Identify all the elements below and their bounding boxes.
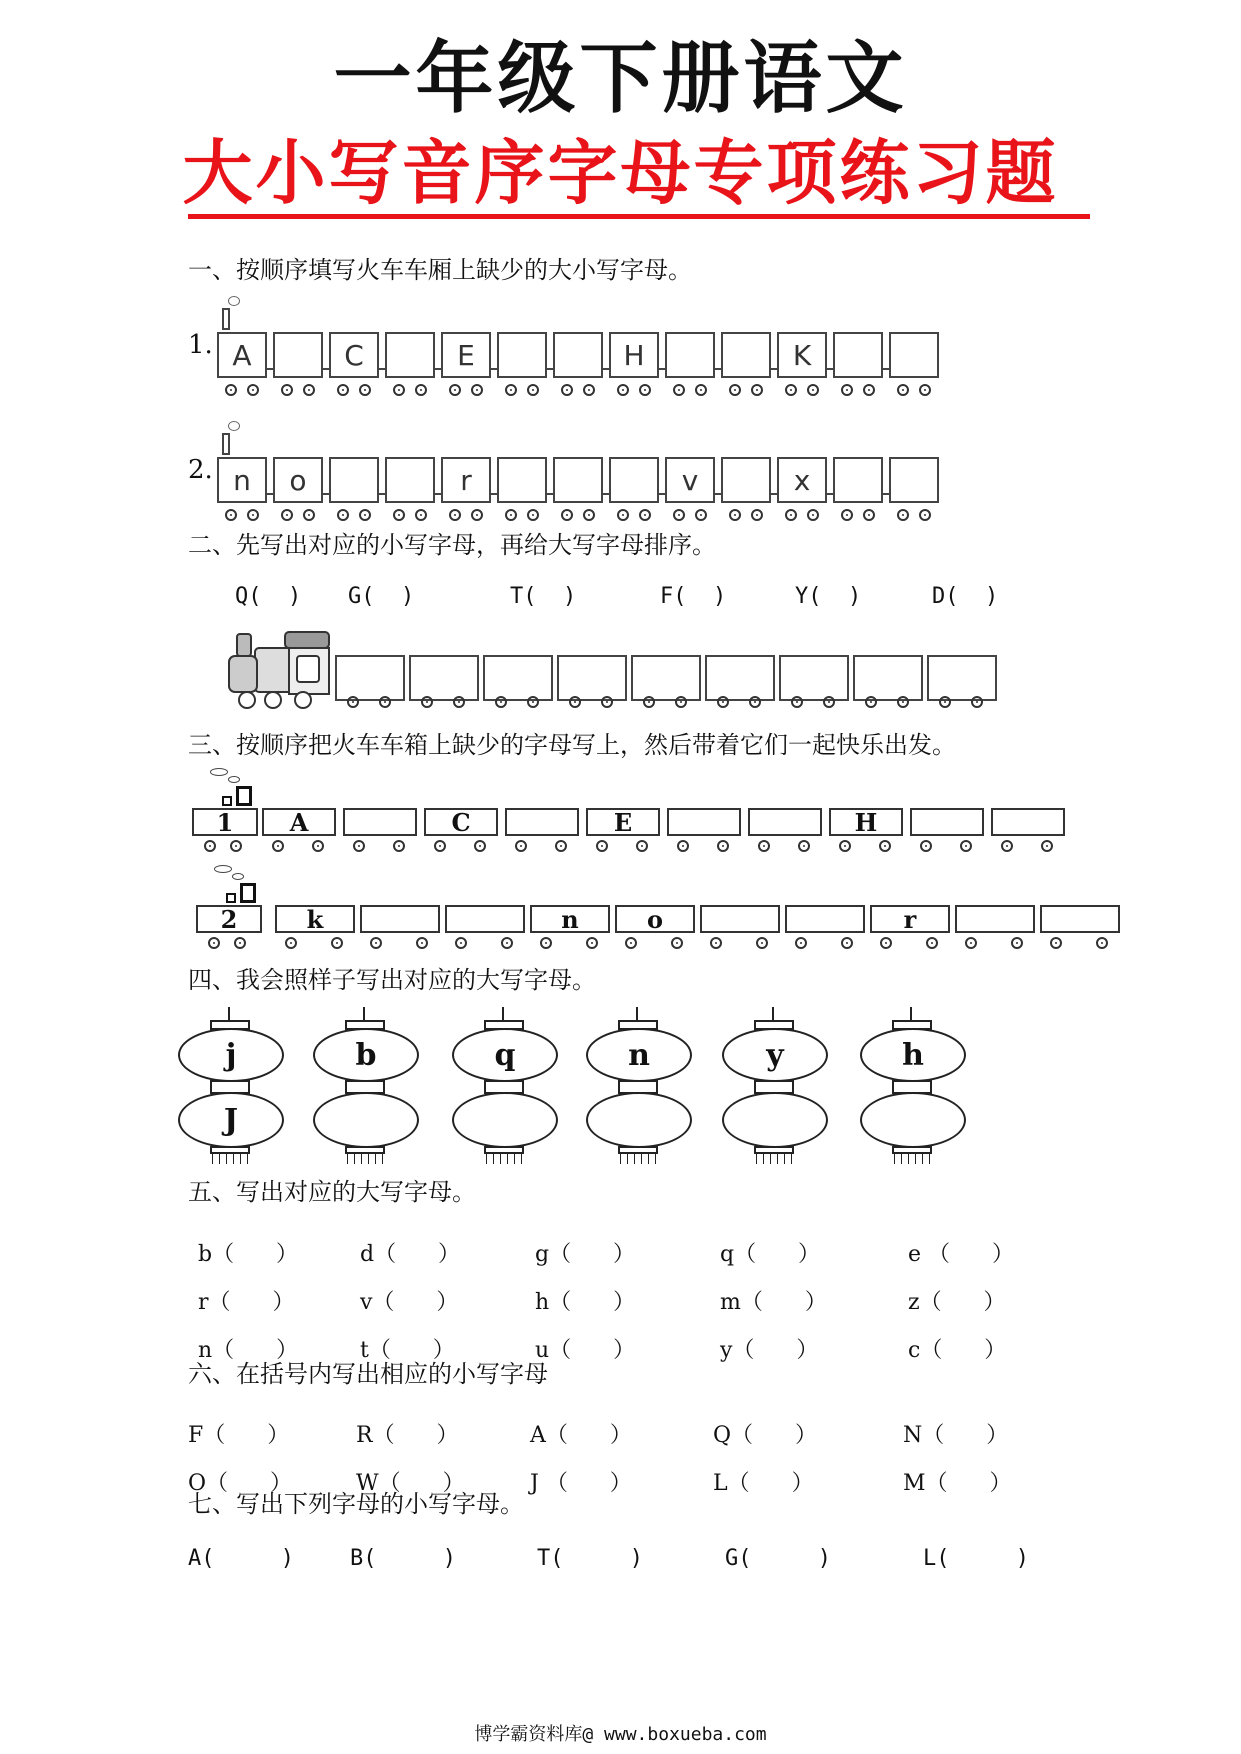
train-car [721,457,771,503]
lantern-tassel [212,1154,213,1164]
wheel-icon [677,840,689,852]
train-car: A [217,332,267,378]
wheel-icon [671,937,683,949]
lantern-tassel [627,1154,628,1164]
letter-item: J （ ） [530,1471,632,1496]
lantern-top: j [178,1028,284,1082]
wheel-icon [673,509,685,521]
smoke-icon [214,865,232,873]
wheel-icon [841,937,853,949]
section7-heading: 七、写出下列字母的小写字母。 [188,1490,524,1518]
chimney-icon [222,433,230,455]
letter-item: b（ ） [198,1242,299,1267]
train-car [497,457,547,503]
lantern-tassel [240,1154,241,1164]
train-car: n [217,457,267,503]
wheel-icon [960,840,972,852]
letter-item: T( ) [510,584,577,609]
wheel-icon [586,937,598,949]
lantern-tassel [219,1154,220,1164]
lantern-tassel [368,1154,369,1164]
train-car [329,457,379,503]
wheel-icon [471,384,483,396]
wheel-icon [865,696,877,708]
wheel-icon [471,509,483,521]
wheel-icon [393,509,405,521]
wheel-icon [415,509,427,521]
wheel-icon [807,509,819,521]
wheel-icon [449,509,461,521]
lantern-tassel [634,1154,635,1164]
wheel-icon [337,509,349,521]
letter-item: A( ) [188,1546,294,1571]
wheel-icon [505,509,517,521]
wheel-icon [717,840,729,852]
letter-item: v（ ） [360,1290,459,1315]
letter-item: F（ ） [188,1423,290,1448]
wheel-icon [751,509,763,521]
section6-heading: 六、在括号内写出相应的小写字母 [188,1360,548,1388]
wheel-icon [643,696,655,708]
letter-item: G( ) [348,584,415,609]
lantern-tassel [770,1154,771,1164]
wheel-icon [312,840,324,852]
wheel-icon [583,509,595,521]
train-car [955,905,1035,933]
wheel-icon [353,840,365,852]
wheel-icon [710,937,722,949]
train-car [927,655,997,701]
wheel-icon [841,384,853,396]
wheel-icon [863,509,875,521]
wheel-icon [379,696,391,708]
lantern-bottom [860,1092,966,1148]
lantern-tassel [493,1154,494,1164]
train-car: K [777,332,827,378]
chimney-icon [222,796,232,806]
locomotive-number: 1 [192,808,258,836]
wheel-icon [527,509,539,521]
chimney-icon [222,308,230,330]
lantern-base [892,1146,932,1154]
letter-item: g（ ） [535,1242,636,1267]
lantern-tassel [791,1154,792,1164]
wheel-icon [416,937,428,949]
wheel-icon [540,937,552,949]
wheel-icon [347,696,359,708]
train-car: E [441,332,491,378]
wheel-icon [1096,937,1108,949]
train-car [665,332,715,378]
train-car [889,332,939,378]
train-car [991,808,1065,836]
train-car [700,905,780,933]
lantern-bottom [722,1092,828,1148]
wheel-icon [675,696,687,708]
lantern-tassel [784,1154,785,1164]
wheel-icon [756,937,768,949]
train-car: v [665,457,715,503]
cab-icon [236,786,252,806]
wheel-icon [359,384,371,396]
train-car [667,808,741,836]
wheel-icon [281,509,293,521]
lantern-tassel [500,1154,501,1164]
smoke-icon [210,768,228,776]
lantern-tassel [620,1154,621,1164]
lantern-bottom: J [178,1092,284,1148]
lantern-hook [502,1007,504,1021]
lantern-tassel [908,1154,909,1164]
wheel-icon [863,384,875,396]
letter-item: q（ ） [720,1242,821,1267]
smoke-icon [228,296,240,306]
train-car [497,332,547,378]
lantern-tassel [648,1154,649,1164]
wheel-icon [421,696,433,708]
letter-item: Q( ) [235,584,302,609]
lantern-tassel [894,1154,895,1164]
lantern-base [754,1146,794,1154]
wheel-icon [879,840,891,852]
wheel-icon [791,696,803,708]
lantern-tassel [763,1154,764,1164]
smoke-icon [228,421,240,431]
lantern-tassel [915,1154,916,1164]
section3-heading: 三、按顺序把火车车箱上缺少的字母写上，然后带着它们一起快乐出发。 [188,731,956,759]
wheel-icon [555,840,567,852]
train-label: 1. [188,330,213,360]
train-car [785,905,865,933]
train-car: x [777,457,827,503]
wheel-icon [474,840,486,852]
wheel-icon [695,384,707,396]
wheel-icon [939,696,951,708]
wheel-icon [807,384,819,396]
wheel-icon [1001,840,1013,852]
wheel-icon [337,384,349,396]
wheel-icon [639,384,651,396]
train-car [910,808,984,836]
wheel-icon [617,509,629,521]
train-car [445,905,525,933]
lantern-bottom [586,1092,692,1148]
wheel-icon [225,509,237,521]
train-label: 2. [188,455,213,485]
train-car: o [273,457,323,503]
wheel-icon [247,384,259,396]
wheel-icon [897,696,909,708]
lantern-tassel [247,1154,248,1164]
wheel-icon [234,937,246,949]
wheel-icon [636,840,648,852]
footer-watermark: 博学霸资料库@ www.boxueba.com [474,1724,767,1745]
wheel-icon [370,937,382,949]
lantern-tassel [361,1154,362,1164]
letter-item: L（ ） [713,1471,814,1496]
train-car: C [424,808,498,836]
wheel-icon [1041,840,1053,852]
wheel-icon [839,840,851,852]
smoke-icon [228,776,240,783]
wheel-icon [583,384,595,396]
wheel-icon [717,696,729,708]
wheel-icon [331,937,343,949]
wheel-icon [569,696,581,708]
letter-item: y（ ） [720,1338,819,1363]
lantern-tassel [347,1154,348,1164]
train-car [343,808,417,836]
locomotive-number: 2 [196,905,262,933]
letter-item: e （ ） [908,1242,1014,1267]
lantern-hook [363,1007,365,1021]
lantern-base [210,1146,250,1154]
train-car: r [870,905,950,933]
wheel-icon [495,696,507,708]
letter-item: N（ ） [903,1423,1009,1448]
letter-item: A（ ） [530,1423,632,1448]
train-car [853,655,923,701]
train-car [335,655,405,701]
letter-item: n（ ） [198,1338,299,1363]
wheel-icon [527,696,539,708]
wheel-icon [673,384,685,396]
wheel-icon [729,384,741,396]
letter-item: z（ ） [908,1290,1006,1315]
letter-item: d（ ） [360,1242,461,1267]
wheel-icon [920,840,932,852]
train-car: C [329,332,379,378]
wheel-icon [880,937,892,949]
wheel-icon [561,509,573,521]
lantern-tassel [486,1154,487,1164]
letter-item: u（ ） [535,1338,636,1363]
train-car: E [586,808,660,836]
letter-item: L( ) [923,1546,1029,1571]
lantern-top: h [860,1028,966,1082]
wheel-icon [247,509,259,521]
wheel-icon [785,509,797,521]
wheel-icon [303,384,315,396]
wheel-icon [455,937,467,949]
wheel-icon [449,384,461,396]
lantern-top: n [586,1028,692,1082]
wheel-icon [897,509,909,521]
wheel-icon [897,384,909,396]
section4-heading: 四、我会照样子写出对应的大写字母。 [188,966,596,994]
wheel-icon [1011,937,1023,949]
letter-item: t（ ） [360,1338,455,1363]
wheel-icon [965,937,977,949]
lantern-base [618,1146,658,1154]
lantern-tassel [226,1154,227,1164]
wheel-icon [501,937,513,949]
lantern-base [345,1146,385,1154]
wheel-icon [625,937,637,949]
wheel-icon [749,696,761,708]
wheel-icon [823,696,835,708]
wheel-icon [204,840,216,852]
wheel-icon [841,509,853,521]
wheel-icon [758,840,770,852]
train-car [833,457,883,503]
wheel-icon [303,509,315,521]
train-car: n [530,905,610,933]
letter-item: Y( ) [795,584,862,609]
wheel-icon [285,937,297,949]
letter-item: W（ ） [356,1471,465,1496]
lantern-bottom [452,1092,558,1148]
lantern-hook [636,1007,638,1021]
train-car [631,655,701,701]
wheel-icon [785,384,797,396]
lantern-tassel [382,1154,383,1164]
lantern-bottom [313,1092,419,1148]
train-car [409,655,479,701]
train-car: A [262,808,336,836]
letter-item: G( ) [725,1546,831,1571]
letter-item: D( ) [932,584,999,609]
wheel-icon [393,840,405,852]
wheel-icon [695,509,707,521]
train-car [748,808,822,836]
lantern-tassel [233,1154,234,1164]
train-car: k [275,905,355,933]
chimney-icon [226,893,236,903]
train-car [721,332,771,378]
train-car [557,655,627,701]
lantern-tassel [655,1154,656,1164]
wheel-icon [453,696,465,708]
train-car [385,457,435,503]
wheel-icon [515,840,527,852]
wheel-icon [434,840,446,852]
wheel-icon [751,384,763,396]
page-subtitle: 大小写音序字母专项练习题 [182,132,1059,214]
wheel-icon [639,509,651,521]
letter-item: O（ ） [188,1471,292,1496]
lantern-top: q [452,1028,558,1082]
wheel-icon [795,937,807,949]
train-car: H [609,332,659,378]
wheel-icon [272,840,284,852]
section2-heading: 二、先写出对应的小写字母，再给大写字母排序。 [188,531,716,559]
train-car [273,332,323,378]
lantern-tassel [922,1154,923,1164]
cab-icon [240,883,256,903]
train-car: r [441,457,491,503]
train-car [1040,905,1120,933]
lantern-hook [772,1007,774,1021]
lantern-top: y [722,1028,828,1082]
page-title: 一年级下册语文 [333,34,908,124]
wheel-icon [971,696,983,708]
train-car [705,655,775,701]
lantern-tassel [901,1154,902,1164]
wheel-icon [230,840,242,852]
letter-item: B( ) [350,1546,456,1571]
lantern-tassel [756,1154,757,1164]
lantern-tassel [514,1154,515,1164]
train-car: o [615,905,695,933]
train-car [553,332,603,378]
letter-item: T( ) [537,1546,643,1571]
lantern-top: b [313,1028,419,1082]
wheel-icon [225,384,237,396]
wheel-icon [729,509,741,521]
lantern-hook [910,1007,912,1021]
wheel-icon [596,840,608,852]
wheel-icon [926,937,938,949]
wheel-icon [919,384,931,396]
letter-item: c（ ） [908,1338,1007,1363]
lantern-tassel [641,1154,642,1164]
wheel-icon [561,384,573,396]
wheel-icon [505,384,517,396]
lantern-tassel [777,1154,778,1164]
section5-heading: 五、写出对应的大写字母。 [188,1178,476,1206]
wheel-icon [527,384,539,396]
train-car [779,655,849,701]
train-car [385,332,435,378]
wheel-icon [208,937,220,949]
letter-item: R（ ） [356,1423,459,1448]
letter-item: h（ ） [535,1290,636,1315]
train-car [360,905,440,933]
lantern-hook [228,1007,230,1021]
wheel-icon [798,840,810,852]
letter-item: Q（ ） [713,1423,817,1448]
lantern-tassel [507,1154,508,1164]
letter-item: F( ) [660,584,727,609]
train-car [889,457,939,503]
lantern-tassel [354,1154,355,1164]
train-car [609,457,659,503]
section1-heading: 一、按顺序填写火车车厢上缺少的大小写字母。 [188,256,692,284]
lantern-tassel [521,1154,522,1164]
letter-item: m（ ） [720,1290,827,1315]
letter-item: M（ ） [903,1471,1012,1496]
letter-item: r（ ） [198,1290,295,1315]
train-car [833,332,883,378]
wheel-icon [393,384,405,396]
lantern-tassel [929,1154,930,1164]
wheel-icon [919,509,931,521]
train-car [553,457,603,503]
wheel-icon [601,696,613,708]
lantern-tassel [375,1154,376,1164]
train-car [483,655,553,701]
subtitle-underline [188,214,1090,219]
wheel-icon [617,384,629,396]
wheel-icon [281,384,293,396]
lantern-base [484,1146,524,1154]
wheel-icon [359,509,371,521]
smoke-icon [232,873,244,880]
wheel-icon [415,384,427,396]
wheel-icon [1050,937,1062,949]
train-car: H [829,808,903,836]
locomotive-icon [225,628,335,712]
train-car [505,808,579,836]
